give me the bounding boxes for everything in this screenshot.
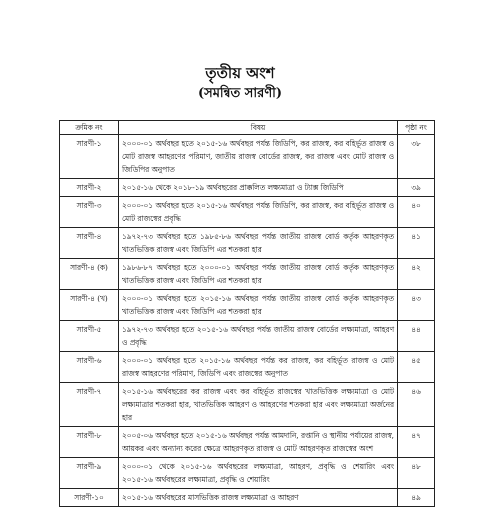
table-row: [60, 197, 435, 228]
header-subject: বিষয়: [119, 121, 398, 135]
row-id: সারণী-৭: [60, 383, 119, 427]
row-page: ৪৬: [398, 383, 435, 427]
page-title: তৃতীয় অংশ: [205, 64, 275, 82]
row-id: সারণী-১০: [60, 489, 119, 507]
header-page: পৃষ্ঠা নং: [398, 121, 435, 135]
table-row: [60, 489, 435, 507]
row-page: ৪২: [398, 259, 435, 290]
row-subject: ২০০০-০১ অর্থবছর হতে ২০১৫-১৬ অর্থবছর পর্যন্ত কর রাজস্ব, কর বহির্ভূত রাজস্ব ও মোট রাজস্ব আহরণের পরিমাণ, জিডিপি এবং রাজস্বের অনুপাত: [119, 352, 398, 383]
row-page: ৪৩: [398, 290, 435, 321]
page-subtitle: (সমন্বিত সারণী): [197, 86, 283, 101]
table-row: [60, 427, 435, 458]
row-subject: ২০১৫-১৬ অর্থবছরের কর রাজস্ব এবং কর বহির্ভূত রাজস্বের খাতভিত্তিক লক্ষ্যমাত্রা ও মোট লক্ষ্যমাত্রার শতকরা হার, খাতভিত্তিক আহরণ ও আহরণের শতকরা হার এবং লক্ষ্যমাত্রা অর্জনের হার: [119, 383, 398, 427]
table-row: [60, 383, 435, 427]
table-row: [60, 458, 435, 489]
row-page: ৩৯: [398, 179, 435, 197]
table-row: [60, 179, 435, 197]
row-page: ৪০: [398, 197, 435, 228]
row-id: সারণী-১: [60, 135, 119, 179]
row-subject: ২০১৫-১৬ থেকে ২০১৮-১৯ অর্থবছরের প্রাক্কলিত লক্ষ্যমাত্রা ও ট্যাক্স জিডিপি: [119, 179, 398, 197]
table-row: [60, 321, 435, 352]
row-id: সারণী-৯: [60, 458, 119, 489]
table-row: [60, 290, 435, 321]
row-id: সারণী-৪ (খ): [60, 290, 119, 321]
table-row: [60, 228, 435, 259]
row-id: সারণী-৮: [60, 427, 119, 458]
row-id: সারণী-৩: [60, 197, 119, 228]
row-page: ৩৮: [398, 135, 435, 179]
row-id: সারণী-৬: [60, 352, 119, 383]
row-subject: ১৯৭২-৭৩ অর্থবছর হতে ১৯৮৫-৮৬ অর্থবছর পর্যন্ত জাতীয় রাজস্ব বোর্ড কর্তৃক আহরণকৃত খাতভিত্তিক রাজস্ব এবং জিডিপি এর শতকরা হার: [119, 228, 398, 259]
table-row: [60, 259, 435, 290]
table-row: [60, 352, 435, 383]
row-id: সারণী-২: [60, 179, 119, 197]
row-page: ৪৭: [398, 427, 435, 458]
table-row: [60, 135, 435, 179]
row-subject: ২০০০-০১ অর্থবছর হতে ২০১৫-১৬ অর্থবছর পর্যন্ত জাতীয় রাজস্ব বোর্ড কর্তৃক আহরণকৃত খাতভিত্তিক রাজস্ব এবং জিডিপি এর শতকরা হার: [119, 290, 398, 321]
row-subject: ১৯৭২-৭৩ অর্থবছর হতে ২০১৫-১৬ অর্থবছর পর্যন্ত জাতীয় রাজস্ব বোর্ডের লক্ষ্যমাত্রা, আহরণ ও প্রবৃদ্ধি: [119, 321, 398, 352]
row-subject: ২০০০-০১ অর্থবছর হতে ২০১৫-১৬ অর্থবছর পর্যন্ত জিডিপি, কর রাজস্ব, কর বহির্ভূত রাজস্ব ও মোট রাজস্ব আহরণের পরিমাণ, জাতীয় রাজস্ব বোর্ডের রাজস্ব, কর রাজস্ব এবং মোট রাজস্ব ও জিডিপির অনুপাত: [119, 135, 398, 179]
row-subject: ১৯৮৬-৮৭ অর্থবছর হতে ২০০০-০১ অর্থবছর পর্যন্ত জাতীয় রাজস্ব বোর্ড কর্তৃক আহরণকৃত খাতভিত্তিক রাজস্ব এবং জিডিপি এর শতকরা হার: [119, 259, 398, 290]
row-subject: ২০১৫-১৬ অর্থবছরের মাসভিত্তিক রাজস্ব লক্ষ্যমাত্রা ও আহরণ: [119, 489, 398, 507]
row-id: সারণী-৪ (ক): [60, 259, 119, 290]
row-page: ৪১: [398, 228, 435, 259]
row-id: সারণী-৫: [60, 321, 119, 352]
table-header-row: [60, 121, 435, 135]
header-serial: ক্রমিক নং: [60, 121, 119, 135]
contents-table: [59, 120, 435, 507]
row-subject: ২০০০-০১ অর্থবছর হতে ২০১৫-১৬ অর্থবছর পর্যন্ত জিডিপি, কর রাজস্ব, কর বহির্ভূত রাজস্ব ও মোট রাজস্বের প্রবৃদ্ধি: [119, 197, 398, 228]
row-page: ৪৫: [398, 352, 435, 383]
row-subject: ২০০০-০১ থেকে ২০১৫-১৬ অর্থবছরের লক্ষ্যমাত্রা, আহরণ, প্রবৃদ্ধি ও শেয়ারিং এবং ২০১৫-১৬ অর্থবছরের লক্ষ্যমাত্রা, প্রবৃদ্ধি ও শেয়ারিং: [119, 458, 398, 489]
row-subject: ২০০৫-০৬ অর্থবছর হতে ২০১৫-১৬ অর্থবছর পর্যন্ত আমদানি, রপ্তানি ও স্থানীয় পর্যায়ের রাজস্ব, আয়কর এবং অন্যান্য করের ক্ষেত্রে আহরণকৃত রাজস্ব ও মোট আহরণকৃত রাজস্বের অংশ: [119, 427, 398, 458]
row-id: সারণী-৪: [60, 228, 119, 259]
row-page: ৪৪: [398, 321, 435, 352]
row-page: ৪৮: [398, 458, 435, 489]
row-page: ৪৯: [398, 489, 435, 507]
